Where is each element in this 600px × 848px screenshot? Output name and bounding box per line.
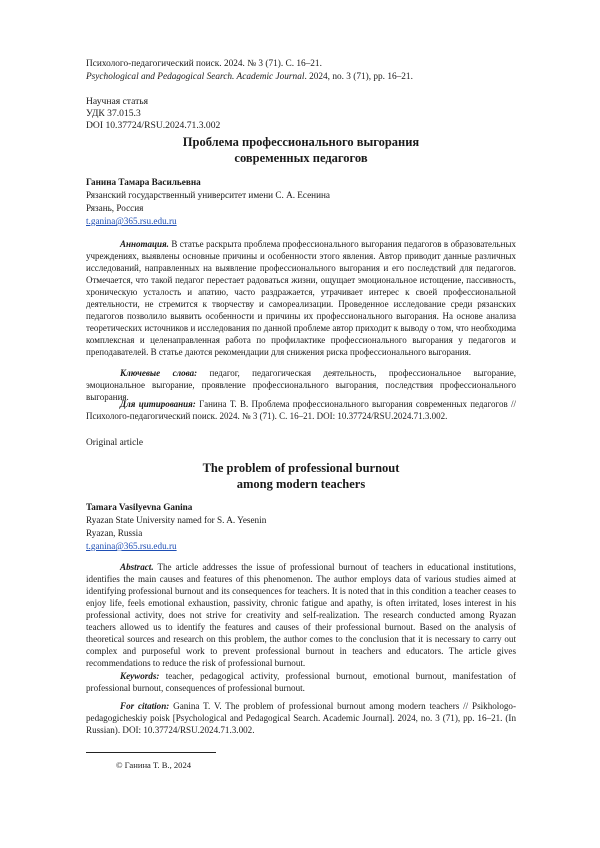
abstract-ru (86, 238, 516, 358)
abstract-ru-label: Аннотация. (120, 239, 169, 249)
citation-ru-label: Для цитирования: (120, 399, 196, 409)
author-email-ru[interactable] (86, 215, 516, 228)
doi-ru: DOI 10.37724/RSU.2024.71.3.002 (86, 120, 221, 131)
author-block-en (86, 501, 516, 553)
journal-issue-en: . 2024, no. 3 (71), pp. 16–21. (304, 72, 413, 82)
author-name-ru-text: Ганина Тамара Васильевна (86, 177, 201, 187)
keywords-ru-text: педагог, педагогическая деятельность, профессиональное выгорание, эмоциональное выгорание, проявление профессионального выгорания, последствия профессионального выгорания. (86, 368, 516, 402)
journal-name-en: Psychological and Pedagogical Search. Academic Journal (86, 72, 305, 82)
author-block-ru (86, 176, 516, 228)
author-email-en[interactable] (86, 540, 516, 553)
citation-en (86, 700, 516, 736)
author-affiliation-en: Ryazan State University named for S. A. Yesenin (86, 515, 267, 525)
abstract-en-label: Abstract. (120, 562, 154, 572)
abstract-en-text: The article addresses the issue of professional burnout of teachers in educational institutions, identifies the main causes and features of this phenomenon. The author employs data of various studies aimed at identifying professional burnout and its consequences for teachers. It is noted that in this condition a teacher ceases to enjoy life, feels emotional exhaustion, passivity, chronic fatigue and apathy, is often irritated, loses interest in his professional activity, does not strive for creativity and self-realization. The research conducted among Ryazan teachers allowed us to identify the features and causes of their professional burnout. Based on the analysis of theoretical sources and research on this problem, the author comes to the conclusion that it is necessary to carry out complex and purposeful work to prevent professional burnout in teachers and educators. The article gives recommendations to reduce the risk of professional burnout. (86, 562, 516, 668)
keywords-en (86, 670, 516, 694)
keywords-en-label: Keywords: (120, 671, 160, 681)
title-ru-line-2: современных педагогов (234, 151, 368, 165)
author-name-ru (86, 176, 516, 189)
article-type-ru: Научная статья (86, 96, 149, 107)
author-email-en-link[interactable]: t.ganina@365.rsu.edu.ru (86, 541, 177, 551)
author-city-en: Ryazan, Russia (86, 528, 143, 538)
abstract-en (86, 561, 516, 669)
journal-header-ru: Психолого-педагогический поиск. 2024. № 3 (71). С. 16–21. (86, 59, 322, 69)
article-type-en: Original article (86, 438, 144, 448)
copyright-note: © Ганина Т. В., 2024 (116, 760, 192, 770)
author-city-ru: Рязань, Россия (86, 203, 144, 213)
citation-en-text: Ganina T. V. The problem of professional burnout among modern teachers // Psikhologo-pedagogicheskiy poisk [Psychological and Pedagogical Search. Academic Journal]. 2024, no. 3 (71), pp. 16–21. (In Russian). DOI: 10.37724/RSU.2024.71.3.002. (86, 701, 516, 735)
udc-code: УДК 37.015.3 (86, 108, 141, 119)
title-en-line-1: The problem of professional burnout (202, 461, 400, 475)
article-meta-ru (86, 96, 516, 132)
citation-ru (86, 398, 516, 422)
title-en-line-2: among modern teachers (236, 477, 366, 491)
author-email-ru-link[interactable]: t.ganina@365.rsu.edu.ru (86, 216, 177, 226)
author-affiliation-ru: Рязанский государственный университет имени С. А. Есенина (86, 190, 331, 200)
journal-header (86, 58, 516, 84)
article-title-ru (86, 134, 516, 166)
title-ru-line-1: Проблема профессионального выгорания (182, 135, 420, 149)
author-name-en (86, 501, 516, 514)
article-title-en (86, 460, 516, 492)
abstract-ru-text: В статье раскрыта проблема профессионального выгорания педагогов в образовательных учреждениях, выявлены основные причины и особенности этого явления. Автор приводит данные различных исследований, направленных на выявление профессионального выгорания и его последствий для педагогов. Отмечается, что такой педагог перестает радоваться жизни, ощущает эмоциональное истощение, пассивность, хроническую усталость и апатию, часто раздражается, утрачивает интерес к своей профессиональной деятельности, не стремится к творчеству и самореализации. Проведенное исследование среди рязанских педагогов позволило выявить особенности и причины их профессионального выгорания. На основе анализа теоретических источников и исследования по данной проблеме автор приходит к выводу о том, что необходима комплексная и целенаправленная работа по профилактике профессионального выгорания у педагогов и преподавателей. В статье даются рекомендации для снижения риска профессионального выгорания. (86, 239, 516, 357)
author-name-en-text: Tamara Vasilyevna Ganina (86, 502, 193, 512)
journal-header-en (86, 71, 516, 84)
footnote-divider (86, 752, 216, 753)
keywords-en-text: teacher, pedagogical activity, professional burnout, emotional burnout, manifestation of professional burnout, consequences of professional burnout. (86, 671, 516, 693)
citation-en-label: For citation: (120, 701, 170, 711)
keywords-ru-label: Ключевые слова: (120, 368, 198, 378)
citation-ru-text: Ганина Т. В. Проблема профессионального выгорания современных педагогов // Психолого-педагогический поиск. 2024. № 3 (71). С. 16–21. DOI: 10.37724/RSU.2024.71.3.002. (86, 399, 516, 421)
